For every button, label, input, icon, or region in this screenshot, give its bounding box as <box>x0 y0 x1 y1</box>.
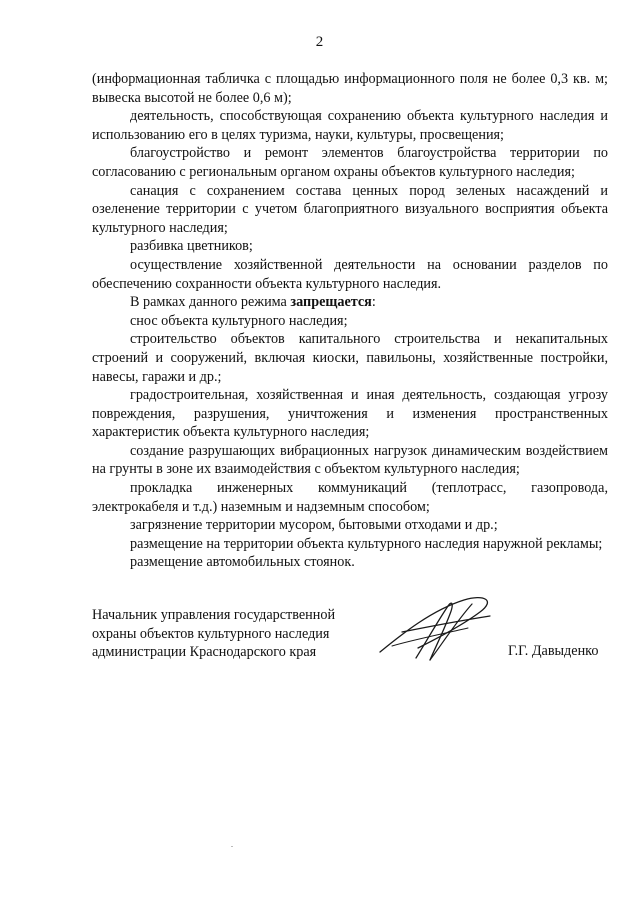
handwritten-signature <box>372 588 502 668</box>
regime-heading <box>92 293 608 312</box>
prohibited-item-parking: размещение автомобильных стоянок. <box>130 554 355 571</box>
signatory-title-line: охраны объектов культурного наследия <box>92 625 330 642</box>
page-number: 2 <box>315 34 324 50</box>
document-body <box>92 70 608 572</box>
paragraph-economic-activity: осуществление хозяйственной деятельности на основании разделов по обеспечению сохранности объекта культурного наследия. <box>92 256 608 292</box>
paragraph-sanitation: санация с сохранением состава ценных пород зеленых насаждений и озеленение территории с учетом благоприятного визуального восприятия объекта культурного наследия; <box>92 182 608 236</box>
prohibited-item-construction: строительство объектов капитального строительства и некапитальных строений и сооружений, включая киоски, павильоны, хозяйственные постройки, навесы, гаражи и др.; <box>92 331 608 385</box>
regime-heading-bold: запрещается <box>290 294 372 311</box>
signatory-title <box>92 606 335 662</box>
prohibited-item-utilities: прокладка инженерных коммуникаций (теплотрасс, газопровода, электрокабеля и т.д.) наземным и надземным способом; <box>92 480 608 515</box>
regime-heading-suffix: : <box>371 294 376 311</box>
regime-heading-prefix: В рамках данного режима <box>130 294 291 311</box>
signer-name: Г.Г. Давыденко <box>508 643 599 659</box>
paragraph-landscaping: благоустройство и ремонт элементов благоустройства территории по согласованию с региональным органом охраны объектов культурного наследия; <box>92 145 608 180</box>
paragraph-permitted-activity: деятельность, способствующая сохранению объекта культурного наследия и использованию его в целях туризма, науки, культуры, просвещения; <box>92 108 608 143</box>
prohibited-item-vibration: создание разрушающих вибрационных нагрузок динамическим воздействием на грунты в зоне их взаимодействия с объектом культурного наследия; <box>92 442 608 478</box>
prohibited-item-advertising: размещение на территории объекта культурного наследия наружной рекламы; <box>130 535 603 552</box>
signatory-title-line: администрации Краснодарского края <box>92 644 317 661</box>
paragraph-flowerbeds: разбивка цветников; <box>130 238 253 255</box>
paragraph-continuation: (информационная табличка с площадью информационного поля не более 0,3 кв. м; вывеска высотой не более 0,6 м); <box>92 71 608 106</box>
prohibited-item-urban-activity: градостроительная, хозяйственная и иная деятельность, создающая угрозу повреждения, разрушения, уничтожения и изменения пространственных характеристик объекта культурного наследия; <box>92 387 608 441</box>
prohibited-item-pollution: загрязнение территории мусором, бытовыми отходами и др.; <box>130 517 498 534</box>
scan-speck <box>231 846 233 847</box>
prohibited-item-demolition: снос объекта культурного наследия; <box>130 312 348 329</box>
signatory-title-line: Начальник управления государственной <box>92 607 336 623</box>
